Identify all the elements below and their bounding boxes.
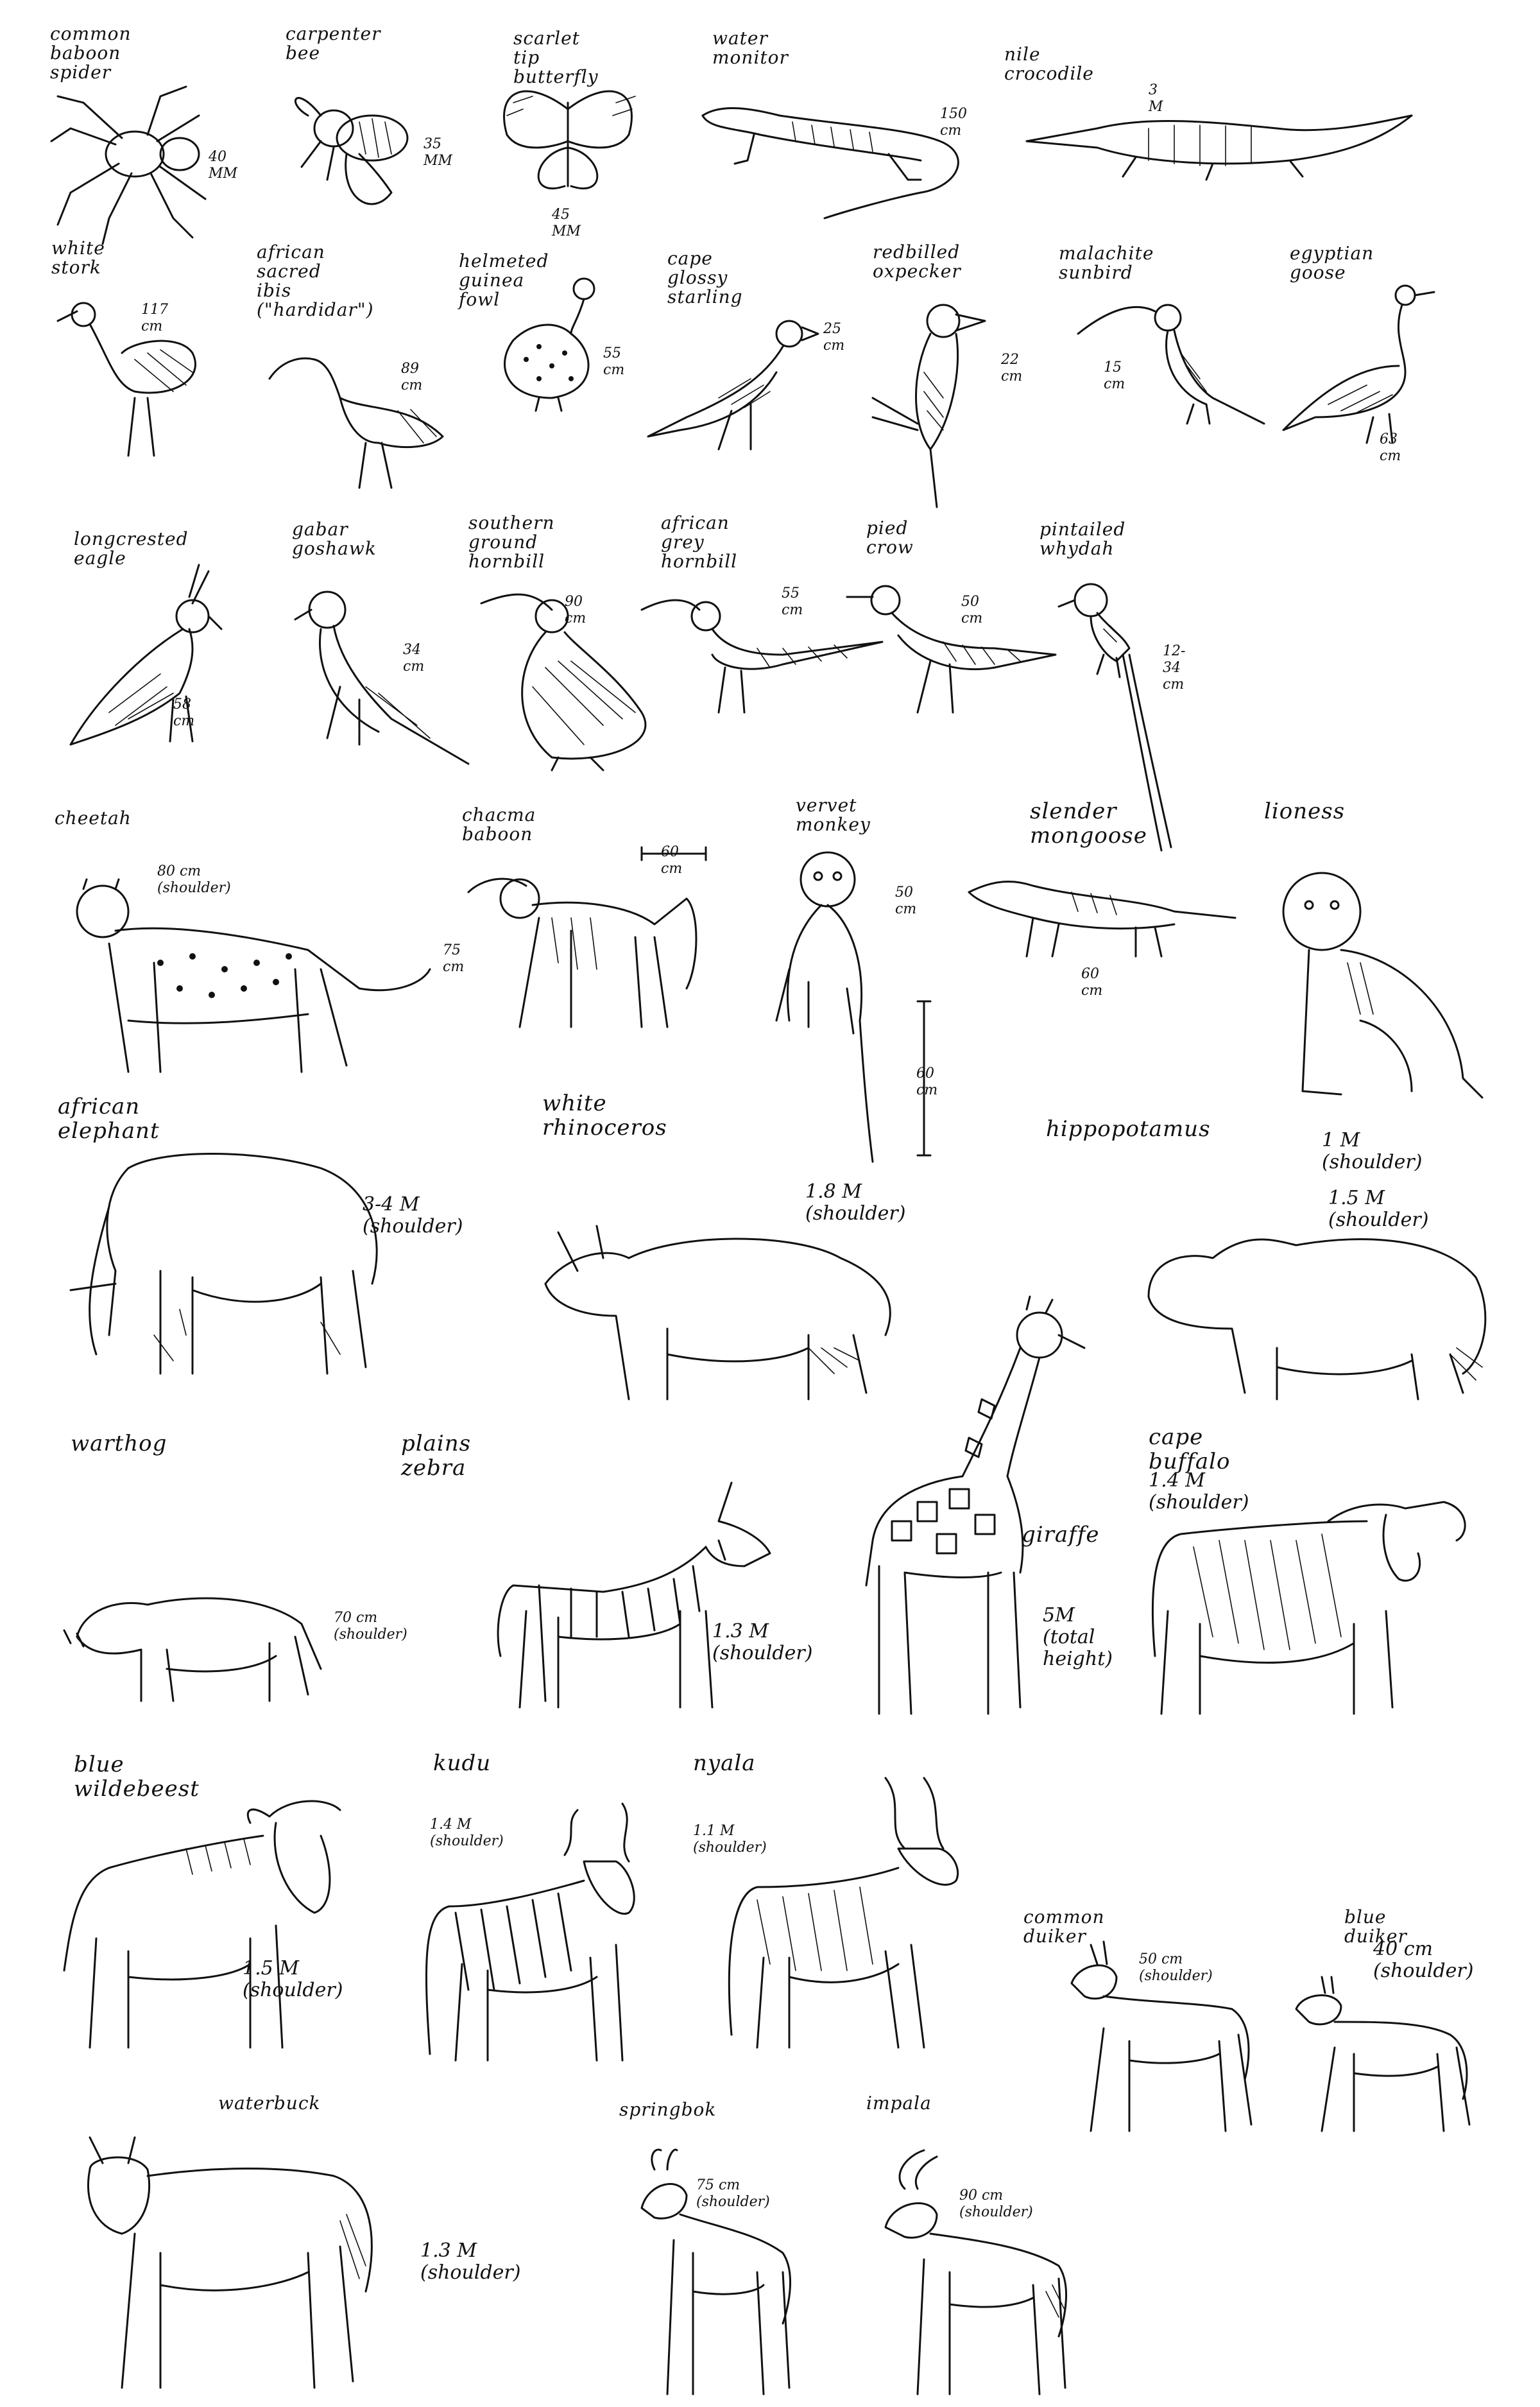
stork-sketch	[58, 289, 205, 462]
croc-sketch	[1020, 103, 1418, 180]
lioness-sketch	[1270, 860, 1502, 1104]
stork-size: 117 cm	[141, 302, 168, 334]
starling-sketch	[648, 308, 821, 456]
hornbill1-name: southern ground hornbill	[468, 512, 555, 572]
butterfly-name: scarlet tip butterfly	[513, 28, 599, 87]
monitor-sketch	[696, 90, 979, 225]
sunbird-size: 15 cm	[1104, 359, 1125, 392]
bee-name: carpenter bee	[286, 23, 381, 64]
lioness-size: 1 M (shoulder)	[1322, 1129, 1423, 1173]
butterfly-size: 45 MM	[552, 207, 581, 239]
giraffe-size: 5M (total height)	[1043, 1604, 1113, 1670]
springbok-sketch	[629, 2144, 809, 2401]
cheetah-name: cheetah	[55, 807, 132, 829]
crow-name: pied crow	[866, 517, 914, 558]
hippo-size: 1.5 M (shoulder)	[1328, 1187, 1429, 1231]
zebra-name: plains zebra	[401, 1431, 472, 1481]
spider-size: 40 MM	[209, 149, 238, 182]
goshawk-sketch	[289, 584, 475, 770]
lioness-name: lioness	[1264, 798, 1346, 824]
hippo-name: hippopotamus	[1046, 1116, 1211, 1142]
buffalo-name: cape buffalo	[1149, 1424, 1231, 1474]
monitor-name: water monitor	[712, 28, 789, 68]
crow-sketch	[847, 584, 1059, 732]
goose-name: egyptian goose	[1290, 243, 1374, 283]
oxpecker-sketch	[860, 295, 988, 513]
guinea-size: 55 cm	[603, 345, 625, 378]
commonduiker-name: common duiker	[1023, 1906, 1105, 1947]
blueduiker-size: 40 cm (shoulder)	[1373, 1938, 1474, 1982]
ibis-size: 89 cm	[401, 361, 423, 393]
impala-name: impala	[866, 2092, 932, 2114]
crow-size: 50 cm	[961, 594, 983, 626]
oxpecker-size: 22 cm	[1001, 352, 1023, 384]
wildebeest-size: 1.5 M (shoulder)	[243, 1957, 343, 2001]
hippo-sketch	[1142, 1220, 1502, 1412]
vervet-name: vervet monkey	[796, 795, 871, 835]
guinea-sketch	[488, 270, 616, 411]
mongoose-sketch	[969, 867, 1238, 969]
buffalo-sketch	[1142, 1496, 1476, 1727]
bee-size: 35 MM	[424, 136, 453, 169]
baboon-name: chacma baboon	[462, 804, 536, 845]
nyala-size: 1.1 M (shoulder)	[693, 1823, 767, 1856]
guinea-name: helmeted guinea fowl	[459, 250, 549, 310]
eagle-name: longcrested eagle	[74, 528, 189, 569]
blueduiker-name: blue duiker	[1344, 1906, 1407, 1947]
wildebeest-name: blue wildebeest	[74, 1752, 200, 1802]
bee-sketch	[282, 77, 417, 225]
stork-name: white stork	[51, 237, 105, 278]
baboon-size: 75 cm	[443, 942, 465, 975]
oxpecker-name: redbilled oxpecker	[873, 241, 961, 282]
kudu-sketch	[411, 1797, 680, 2067]
elephant-sketch	[64, 1143, 398, 1386]
croc-name: nile crocodile	[1004, 44, 1094, 84]
warthog-name: warthog	[71, 1431, 167, 1456]
nyala-sketch	[719, 1765, 975, 2060]
springbok-name: springbok	[619, 2099, 717, 2120]
elephant-name: african elephant	[58, 1094, 160, 1144]
eagle-size: 58 cm	[173, 696, 195, 729]
waterbuck-name: waterbuck	[218, 2092, 321, 2114]
rhino-size: 1.8 M (shoulder)	[805, 1180, 906, 1225]
blueduiker-sketch	[1270, 1971, 1482, 2137]
vervet-tail: 60 cm	[916, 1065, 938, 1098]
waterbuck-size: 1.3 M (shoulder)	[420, 2239, 521, 2284]
goose-sketch	[1277, 282, 1450, 449]
zebra-sketch	[488, 1470, 783, 1714]
vervet-size: 50 cm	[895, 884, 917, 917]
buffalo-size: 1.4 M (shoulder)	[1149, 1469, 1249, 1514]
warthog-size: 70 cm (shoulder)	[334, 1610, 407, 1643]
butterfly-sketch	[488, 77, 648, 205]
goshawk-name: gabar goshawk	[292, 519, 377, 559]
mongoose-size: 60 cm	[1081, 966, 1103, 999]
kudu-name: kudu	[433, 1750, 492, 1776]
mongoose-name: slender mongoose	[1030, 798, 1147, 849]
rhino-name: white rhinoceros	[542, 1091, 667, 1141]
cheetah-sketch	[64, 873, 436, 1085]
elephant-size: 3-4 M (shoulder)	[363, 1193, 463, 1238]
nyala-name: nyala	[693, 1750, 756, 1776]
sunbird-sketch	[1072, 295, 1277, 430]
baboon-sketch	[462, 834, 719, 1040]
eagle-sketch	[58, 558, 231, 751]
wildebeest-sketch	[58, 1797, 359, 2054]
impala-size: 90 cm (shoulder)	[959, 2187, 1033, 2220]
zebra-size: 1.3 M (shoulder)	[712, 1620, 813, 1664]
sunbird-name: malachite sunbird	[1059, 243, 1154, 283]
whydah-name: pintailed whydah	[1040, 519, 1126, 559]
springbok-size: 75 cm (shoulder)	[696, 2177, 770, 2210]
monitor-size: 150 cm	[940, 106, 967, 139]
impala-sketch	[866, 2150, 1078, 2401]
hornbill2-size: 55 cm	[782, 585, 803, 618]
baboon-tail: 60 cm	[661, 844, 683, 877]
cheetah-size: 80 cm (shoulder)	[157, 863, 231, 896]
hornbill1-size: 90 cm	[565, 594, 586, 626]
waterbuck-sketch	[64, 2125, 385, 2394]
starling-name: cape glossy starling	[667, 248, 743, 307]
goose-size: 63 cm	[1380, 431, 1401, 464]
giraffe-name: giraffe	[1022, 1522, 1100, 1548]
commonduiker-size: 50 cm (shoulder)	[1139, 1951, 1213, 1984]
commonduiker-sketch	[1033, 1932, 1264, 2137]
whydah-size: 12-34 cm	[1163, 643, 1186, 693]
warthog-sketch	[64, 1560, 334, 1707]
croc-size: 3 M	[1149, 82, 1163, 115]
kudu-size: 1.4 M (shoulder)	[430, 1816, 504, 1849]
ibis-name: african sacred ibis ("hardidar")	[257, 241, 374, 320]
goshawk-size: 34 cm	[403, 642, 425, 675]
spider-name: common baboon spider	[50, 23, 132, 83]
spider-sketch	[45, 83, 225, 250]
starling-size: 25 cm	[823, 321, 845, 354]
hornbill2-name: african grey hornbill	[661, 512, 738, 572]
ibis-sketch	[270, 340, 462, 488]
